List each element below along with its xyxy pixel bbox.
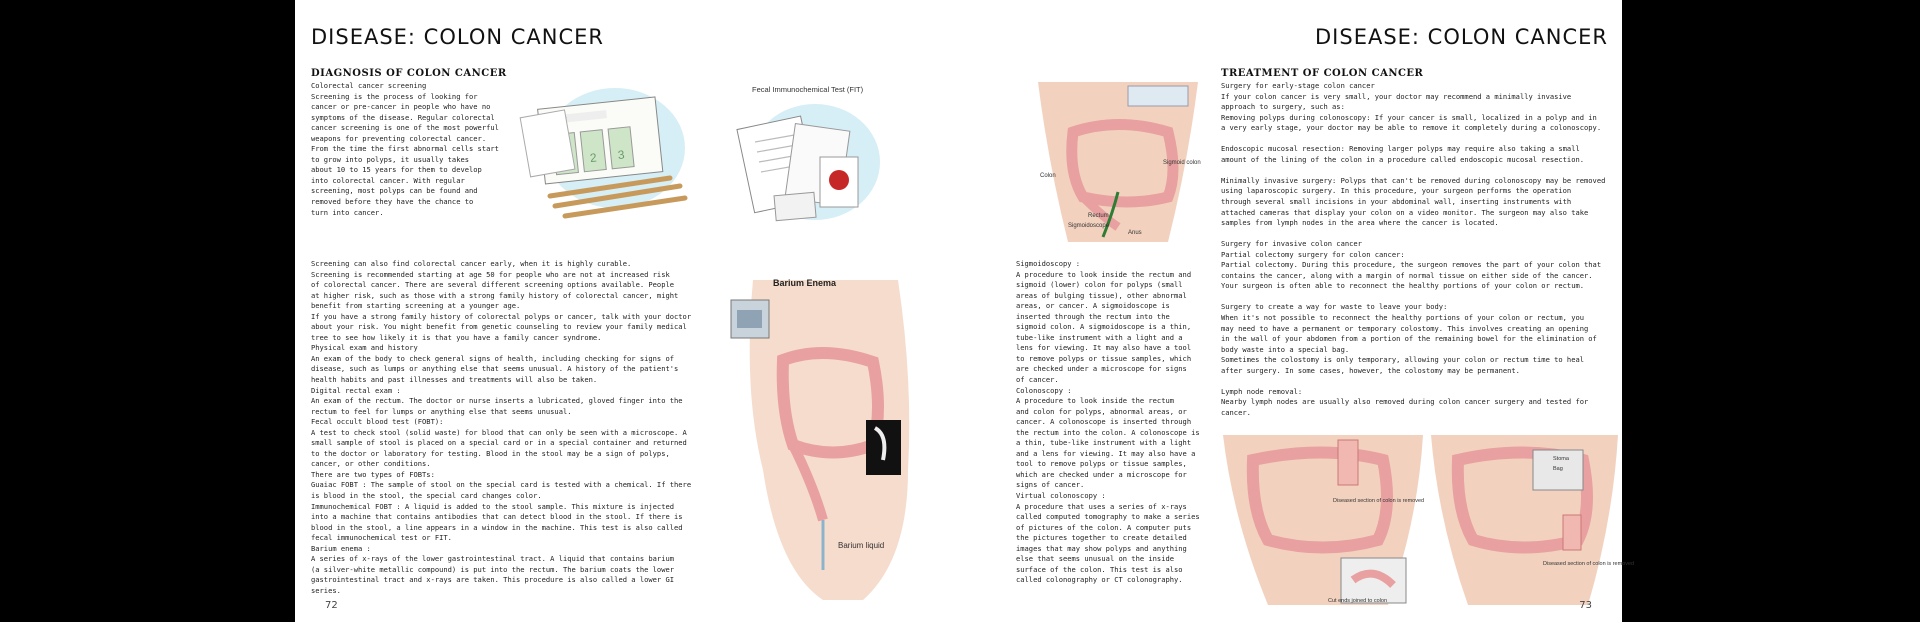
text-line: An exam of the rectum. The doctor or nurse inserts a lubricated, gloved finger into the	[311, 396, 683, 406]
text-line: tube-like instrument with a light and a	[1016, 332, 1183, 342]
text-line: A procedure that uses a series of x-rays	[1016, 501, 1187, 511]
text-line: a very early stage, your doctor may be able to remove it completely during a colonoscopy.	[1221, 123, 1602, 133]
text-line: Colorectal cancer screening	[311, 81, 427, 90]
surgery-label-removed-2: Diseased section of colon is removed	[1543, 561, 1635, 567]
text-line: called colonography or CT colonography.	[1016, 575, 1183, 585]
text-line: Immunochemical FOBT : A liquid is added to the stool sample. This mixture is injected	[311, 501, 675, 511]
text-line: Fecal occult blood test (FOBT):	[311, 417, 444, 427]
barium-enema-illustration	[723, 270, 918, 600]
text-line: Virtual colonoscopy :	[1016, 491, 1106, 501]
text-line: cancer screening is one of the most powerful	[311, 123, 499, 133]
right-page-number: 73	[1579, 600, 1592, 611]
text-line: areas, or cancer. A sigmoidoscope is	[1016, 301, 1170, 311]
sigmoidoscopy-illustration	[1028, 82, 1218, 242]
fobt-window-2: 2	[589, 150, 598, 166]
text-line: images that may show polyps and anything	[1016, 543, 1187, 553]
text-line: If you have a strong family history of colorectal polyps or cancer, talk with your doctor	[311, 311, 692, 321]
text-line: cancer.	[1221, 407, 1251, 417]
text-line: in the wall of your abdomen from a portion of the remaining bowel for the elimination of	[1221, 334, 1597, 344]
text-line: cancer. A colonoscope is inserted through	[1016, 417, 1192, 427]
text-line: contains the cancer, along with a margin of normal tissue on either side of the cancer.	[1221, 270, 1593, 280]
text-line: rectum to feel for lumps or anything else that seems unusual.	[311, 406, 572, 416]
text-line: blood in the stool, a line appears in a window in the machine. This test is also called	[311, 522, 683, 532]
fit-figure-title: Fecal Immunochemical Test (FIT)	[752, 85, 864, 94]
surgery-label-stoma: Stoma	[1553, 456, 1569, 462]
left-page-number: 72	[325, 600, 338, 611]
text-line: else that seems unusual on the inside	[1016, 554, 1175, 564]
diagnosis-body-text	[311, 259, 707, 597]
text-line: Barium enema :	[311, 543, 371, 553]
text-line	[1221, 134, 1616, 145]
text-line: Surgery for invasive colon cancer	[1221, 239, 1362, 249]
text-line: cancer or pre-cancer in people who have no	[311, 102, 491, 112]
text-line: Your surgeon is often able to reconnect the healthy portions of your colon or rectum.	[1221, 281, 1585, 291]
text-line: removed before they have the chance to	[311, 197, 474, 207]
text-line: An exam of the body to check general signs of health, including checking for signs of	[311, 353, 675, 363]
colectomy-illustration	[1223, 430, 1635, 605]
text-line: lens for viewing. It may also have a tool	[1016, 343, 1192, 353]
text-line: series.	[311, 585, 341, 595]
text-line: of colorectal cancer. There are several different screening options available. People	[311, 280, 675, 290]
text-line: the rectum into the colon. A colonoscope is	[1016, 427, 1200, 437]
text-line: Guaiac FOBT : The sample of stool on the special card is tested with a chemical. If there	[311, 480, 692, 490]
text-line	[1221, 292, 1616, 303]
text-line: is blood in the stool, the special card changes color.	[311, 491, 542, 501]
text-line: surface of the colon. This test is also	[1016, 564, 1183, 574]
fit-kit-illustration	[720, 82, 890, 242]
text-line: sigmoid (lower) colon for polyps (small	[1016, 280, 1183, 290]
text-line: sigmoid colon. A sigmoidoscope is a thin,	[1016, 322, 1192, 332]
text-line: through several small incisions in your abdominal wall, inserting instruments with	[1221, 197, 1572, 207]
sig-label-sigmoidoscope: Sigmoidoscope	[1068, 223, 1110, 229]
text-line: small sample of stool is placed on a special card or in a special container and returned	[311, 438, 687, 448]
text-line: tool to remove polyps or tissue samples,	[1016, 459, 1187, 469]
text-line: signs of cancer.	[1016, 480, 1085, 490]
text-line: Endoscopic mucosal resection: Removing larger polyps may require also taking a small	[1221, 144, 1580, 154]
text-line: Removing polyps during colonoscopy: If your cancer is small, localized in a polyp and in	[1221, 112, 1597, 122]
text-line: using laparoscopic surgery. In this procedure, your surgeon performs the operation	[1221, 186, 1572, 196]
text-line	[1221, 165, 1616, 176]
text-line: Digital rectal exam :	[311, 385, 401, 395]
surgery-label-joined: Cut ends joined to colon	[1328, 598, 1388, 604]
text-line: A test to check stool (solid waste) for blood that can only be seen with a microscope. A	[311, 427, 687, 437]
text-line: Screening can also find colorectal cancer early, when it is highly curable.	[311, 259, 632, 268]
surgery-label-removed-1: Diseased section of colon is removed	[1333, 498, 1425, 504]
text-line: to the doctor or laboratory for testing. Blood in the stool may be a sign of polyps,	[311, 448, 670, 458]
text-line: may need to have a permanent or temporary colostomy. This involves creating an opening	[1221, 323, 1589, 333]
text-line: A procedure to look inside the rectum	[1016, 396, 1175, 406]
left-page-header: DISEASE: COLON CANCER	[311, 25, 604, 49]
text-line: A series of x-rays of the lower gastrointestinal tract. A liquid that contains barium	[311, 554, 675, 564]
text-line: Partial colectomy surgery for colon cancer:	[1221, 249, 1405, 259]
barium-figure-title: Barium Enema	[773, 278, 837, 288]
text-line: disease, such as lumps or anything else that seems unusual. A history of the patient's	[311, 364, 679, 374]
sig-label-sigmoid-colon: Sigmoid colon	[1163, 160, 1201, 166]
fobt-card-illustration	[520, 78, 695, 238]
text-line: (a silver-white metallic compound) is put into the rectum. The barium coats the lower	[311, 564, 675, 574]
text-line: of cancer.	[1016, 375, 1059, 385]
text-line: are checked under a microscope for signs	[1016, 364, 1187, 374]
text-line: Nearby lymph nodes are usually also removed during colon cancer surgery and tested for	[1221, 397, 1589, 407]
text-line: Colonoscopy :	[1016, 385, 1072, 395]
text-line: amount of the lining of the colon in a procedure called endoscopic mucosal resection.	[1221, 154, 1585, 164]
barium-liquid-label: Barium liquid	[838, 541, 885, 550]
text-line: attached cameras that display your colon on a video monitor. The surgeon may also take	[1221, 207, 1589, 217]
text-line: turn into cancer.	[311, 207, 384, 217]
text-line: after surgery. In some cases, however, the colostomy may be permanent.	[1221, 365, 1520, 375]
screening-intro-text	[311, 81, 511, 218]
sig-label-colon: Colon	[1040, 173, 1056, 179]
text-line: Sigmoidoscopy :	[1016, 259, 1081, 268]
text-line: fecal immunochemical test or FIT.	[311, 533, 452, 543]
text-line: Partial colectomy. During this procedure, the surgeon removes the part of your colon that	[1221, 260, 1602, 270]
text-line: gastrointestinal tract and x-rays are taken. This procedure is also called a lower GI	[311, 575, 675, 585]
text-line: symptoms of the disease. Regular colorectal	[311, 112, 495, 122]
text-line: into a machine that contains antibodies that can detect blood in the stool. If there is	[311, 512, 683, 522]
text-line: Lymph node removal:	[1221, 386, 1303, 396]
surgery-label-bag: Bag	[1553, 466, 1563, 472]
text-line: to grow into polyps, it usually takes	[311, 154, 470, 164]
text-line: Screening is the process of looking for	[311, 91, 478, 101]
sig-label-rectum: Rectum	[1088, 213, 1109, 219]
fobt-window-3: 3	[617, 147, 626, 163]
text-line: tree to see how likely it is that you have a family cancer syndrome.	[311, 332, 602, 342]
text-line: From the time the first abnormal cells start	[311, 144, 499, 154]
text-line: Surgery to create a way for waste to leave your body:	[1221, 302, 1448, 312]
text-line: and colon for polyps, abnormal areas, or	[1016, 406, 1187, 416]
text-line: samples from lymph nodes in the area where the cancer is located.	[1221, 218, 1499, 228]
text-line: Minimally invasive surgery: Polyps that can't be removed during colonoscopy may be removed	[1221, 175, 1606, 185]
text-line: Sometimes the colostomy is only temporary, allowing your colon or rectum time to heal	[1221, 355, 1585, 365]
text-line: a thin, tube-like instrument with a light	[1016, 438, 1192, 448]
text-line: weapons for preventing colorectal cancer.	[311, 133, 487, 143]
text-line: If your colon cancer is very small, your doctor may recommend a minimally invasive	[1221, 91, 1572, 101]
text-line: about 10 to 15 years for them to develop	[311, 165, 482, 175]
text-line: benefit from starting screening at a younger age.	[311, 301, 521, 311]
diagnosis-section-title: DIAGNOSIS OF COLON CANCER	[311, 68, 507, 79]
text-line: screening, most polyps can be found and	[311, 186, 478, 196]
treatment-section-title: TREATMENT OF COLON CANCER	[1221, 68, 1424, 79]
text-line: which are checked under a microscope for	[1016, 469, 1187, 479]
text-line: areas of bulging tissue), other abnormal	[1016, 290, 1187, 300]
text-line: and a lens for viewing. It may also have a	[1016, 448, 1196, 458]
text-line	[1221, 229, 1616, 240]
text-line: of pictures of the colon. A computer puts	[1016, 522, 1192, 532]
text-line: There are two types of FOBTs:	[311, 469, 435, 479]
text-line: the pictures together to create detailed	[1016, 533, 1187, 543]
text-line: at higher risk, such as those with a strong family history of colorectal cancer, might	[311, 290, 679, 300]
text-line: inserted through the rectum into the	[1016, 311, 1170, 321]
text-line: Screening is recommended starting at age 50 for people who are not at increased risk	[311, 269, 670, 279]
text-line: approach to surgery, such as:	[1221, 102, 1345, 112]
text-line: about your risk. You might benefit from genetic counseling to review your family medical	[311, 322, 687, 332]
text-line: When it's not possible to reconnect the healthy portions of your colon or rectum, you	[1221, 313, 1585, 323]
text-line: Physical exam and history	[311, 343, 418, 353]
text-line: called computed tomography to make a series	[1016, 512, 1200, 522]
right-page	[1008, 0, 1635, 622]
text-line: body waste into a special bag.	[1221, 344, 1350, 354]
text-line: Surgery for early-stage colon cancer	[1221, 81, 1375, 90]
text-line: cancer, or other conditions.	[311, 459, 431, 469]
right-page-header: DISEASE: COLON CANCER	[1315, 25, 1608, 49]
text-line	[1221, 376, 1616, 387]
sig-label-anus: Anus	[1128, 230, 1142, 236]
text-line: to remove polyps or tissue samples, which	[1016, 353, 1192, 363]
text-line: into colorectal cancer. With regular	[311, 175, 465, 185]
left-page	[295, 0, 1080, 622]
treatment-text	[1221, 81, 1616, 419]
text-line: health habits and past illnesses and treatments will also be taken.	[311, 375, 598, 385]
endoscopy-text	[1016, 259, 1226, 586]
text-line: A procedure to look inside the rectum and	[1016, 269, 1192, 279]
